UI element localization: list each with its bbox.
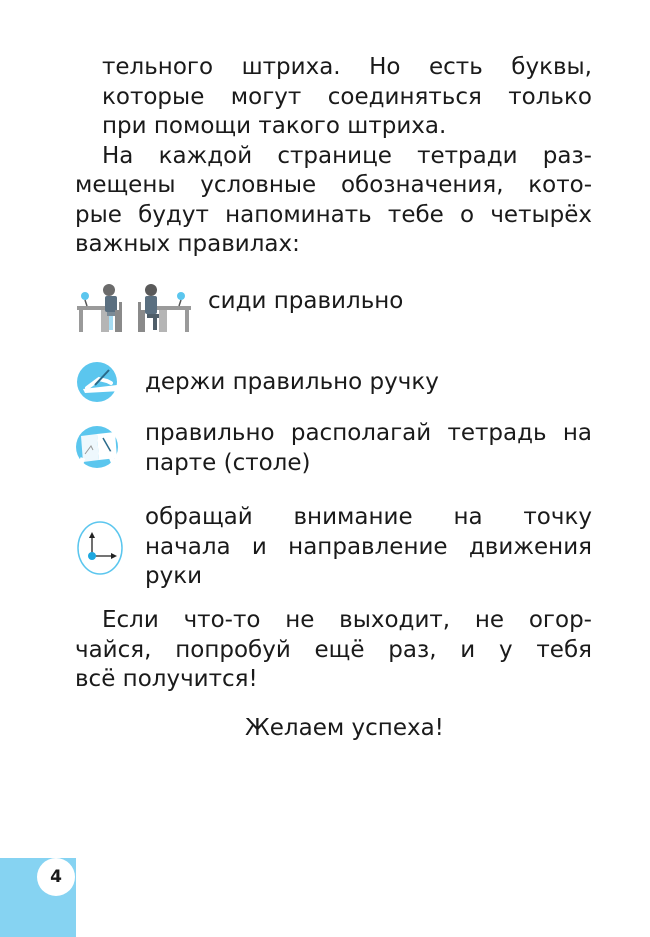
- word: огор-: [528, 607, 592, 633]
- text-line: всё получится!: [75, 666, 258, 692]
- word: тельного: [102, 54, 214, 80]
- word: Но: [369, 54, 401, 80]
- word: тебя: [536, 637, 592, 663]
- word: соединяться: [327, 84, 482, 110]
- word: на: [562, 420, 592, 446]
- word: и: [251, 534, 267, 560]
- word: о: [460, 202, 475, 228]
- word: раз,: [388, 637, 437, 663]
- word: правильно: [145, 420, 275, 446]
- rule-text-pen: держи правильно ручку: [145, 369, 439, 395]
- text-line: [102, 83, 592, 112]
- word: тебе: [387, 202, 444, 228]
- word: условные: [200, 172, 317, 198]
- word: чайся,: [75, 637, 152, 663]
- word: раз-: [542, 143, 592, 169]
- word: только: [508, 84, 592, 110]
- rule-text-sit: сиди правильно: [208, 288, 404, 314]
- word: не: [474, 607, 505, 633]
- word: штриха.: [241, 54, 341, 80]
- text-line: [75, 636, 592, 665]
- word: могут: [230, 84, 302, 110]
- word: внимание: [293, 504, 413, 530]
- word: и: [460, 637, 476, 663]
- word: не: [285, 607, 315, 633]
- start-point-direction-icon: [75, 520, 125, 576]
- text-line: важных правилах:: [75, 231, 300, 257]
- text-line: [75, 171, 592, 200]
- word: обращай: [145, 504, 253, 530]
- notebook-position-icon: [75, 424, 121, 470]
- text-line: [102, 53, 592, 82]
- word: движения: [468, 534, 592, 560]
- word: рые: [75, 202, 122, 228]
- word: странице: [277, 143, 392, 169]
- word: буквы,: [511, 54, 592, 80]
- word: попробуй: [175, 637, 291, 663]
- word: на: [453, 504, 483, 530]
- word: располагай: [290, 420, 432, 446]
- rule-text-notebook-2: парте (столе): [145, 450, 311, 476]
- word: Если: [102, 607, 159, 633]
- text-line: [75, 201, 592, 230]
- pen-holding-icon: [77, 361, 123, 403]
- rule-text-notebook: [145, 419, 592, 448]
- rule-text-direction-2: [145, 533, 592, 562]
- word: есть: [429, 54, 483, 80]
- word: начала: [145, 534, 231, 560]
- text-line: [102, 142, 592, 171]
- word: ещё: [314, 637, 365, 663]
- text-line: при помощи такого штриха.: [102, 113, 447, 139]
- word: точку: [523, 504, 592, 530]
- word: направление: [288, 534, 448, 560]
- word: напоминать: [225, 202, 372, 228]
- word: мещены: [75, 172, 176, 198]
- word: каждой: [158, 143, 253, 169]
- word: четырёх: [490, 202, 592, 228]
- sitting-children-icon: [75, 282, 193, 334]
- word: кото-: [528, 172, 592, 198]
- closing-wish: Желаем успеха!: [245, 715, 444, 741]
- word: у: [499, 637, 513, 663]
- word: которые: [102, 84, 205, 110]
- word: будут: [138, 202, 209, 228]
- word: На: [102, 143, 134, 169]
- rule-text-direction-3: руки: [145, 563, 203, 589]
- word: тетрадь: [447, 420, 547, 446]
- word: тетради: [417, 143, 518, 169]
- text-line: [102, 606, 592, 635]
- word: что-то: [183, 607, 261, 633]
- word: выходит,: [339, 607, 451, 633]
- rule-text-direction: [145, 503, 592, 532]
- word: обозначения,: [340, 172, 504, 198]
- page-number: 4: [37, 858, 75, 896]
